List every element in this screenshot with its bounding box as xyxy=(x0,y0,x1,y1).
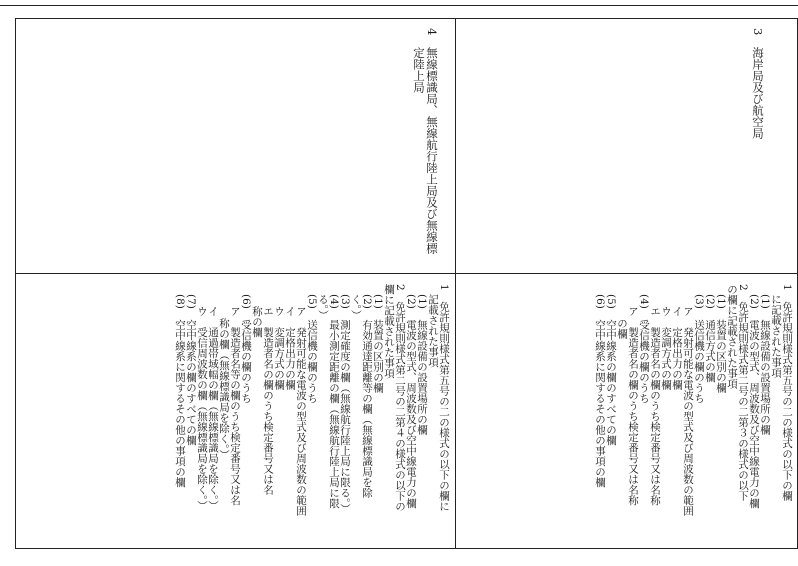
top-border xyxy=(0,5,798,6)
section-4-item-line: (7) 空中線系の欄のすべての欄 xyxy=(185,294,197,446)
section-4-header xyxy=(412,28,438,254)
section-3-item-line: (2) 電波の型式、周波数及び空中線電力の欄 xyxy=(748,294,760,509)
section-4-item-line: 欄に記載された事項 xyxy=(383,284,395,379)
section-3-item-line: (6) 空中線系に関するその他の事項の欄 xyxy=(594,294,606,488)
header-top-border xyxy=(15,18,798,19)
section-4-item-line: (4) 最小測定距離の欄（無線航行陸上局に限 xyxy=(328,294,340,509)
section-4-item-line: 2 免許規則様式第二号の二第４の様式の以下の xyxy=(394,284,406,512)
section-3-item-line: の欄 xyxy=(616,318,628,339)
section-4-item-line: 称の欄（無線標識局を除く。） xyxy=(218,318,230,460)
section-4-item-line: ア 製造者名等の欄のうち検定番号又は名 xyxy=(229,306,241,506)
section-4-title: 無線標識局、無線航行陸上局及び無線標 xyxy=(425,46,439,254)
section-3-item-line: (2) 通信方式の欄 xyxy=(704,294,716,383)
section-3-item-line: エ 製造者名の欄のうち検定番号又は名称 xyxy=(649,306,661,506)
section-4-item-line: (6) 受信機の欄のうち xyxy=(240,294,252,404)
section-4-item-line: ウ 受信周波数の欄（無線標識局を除く。） xyxy=(196,306,208,511)
section-3-item-line: (3) 送信機の欄のうち xyxy=(693,294,705,404)
section-4-item-line: イ 通過帯域幅の欄（無線標識局を除く。） xyxy=(207,306,219,511)
section-3-item-line: イ 定格出力の欄 xyxy=(671,306,683,390)
section-3-item-line: (4) 受信機の欄のうち xyxy=(638,294,650,404)
section-3-title: 海岸局及び航空局 xyxy=(751,46,765,139)
section-3-item-line: の欄に記載された事項 xyxy=(726,284,738,389)
section-3-item-line: ア 発射可能な電波の型式及び周波数の範囲 xyxy=(682,306,694,516)
section-3-item-line: ア 製造者名の欄のうち検定番号又は名称 xyxy=(627,306,639,506)
row-divider xyxy=(15,273,798,274)
section-4-item-line: (2) 電波の型式、周波数及び空中線電力の欄 xyxy=(405,294,417,509)
section-4-item-line: ア 発射可能な電波の型式及び周波数の範囲 xyxy=(295,306,307,516)
section-4-item-line: (8) 空中線系に関するその他の事項の欄 xyxy=(174,294,186,488)
section-3-item-line: 1 免許規則様式第五号の二の様式の以下の欄 xyxy=(781,284,793,501)
section-4-item-line: (2) 有効通達距離等の欄（無線標識局を除 xyxy=(361,294,373,498)
section-3-item-line: (5) 空中線系の欄のすべての欄 xyxy=(605,294,617,446)
section-4-items xyxy=(24,284,449,544)
section-4-item-line: る。） xyxy=(317,294,329,321)
section-4-item-line: (5) 送信機の欄のうち xyxy=(306,294,318,404)
section-3-header xyxy=(752,28,763,139)
section-4-item-line: 称の欄 xyxy=(251,306,263,338)
section-4-item-line: エ 製造者名の欄のうち検定番号又は名 xyxy=(262,306,274,495)
section-3-item-line: ウ 変調方式の欄 xyxy=(660,306,672,390)
section-3-item-line: (1) 無線設備の設置場所の欄 xyxy=(759,294,771,435)
section-4-item-line: ウ 変調方式の欄 xyxy=(273,306,285,390)
section-3-items xyxy=(462,284,792,544)
section-4-number: 4 xyxy=(425,28,439,36)
bottom-border xyxy=(15,548,798,549)
section-4-item-line: く。） xyxy=(350,294,362,321)
section-3-item-line: 2 免許規則様式第二号の二第３の様式の以下 xyxy=(737,284,749,501)
outer-left-border xyxy=(15,18,16,548)
section-3-item-line: に記載された事項 xyxy=(770,294,782,378)
section-4-title-cont: 定陸上局 xyxy=(412,47,426,93)
section-4-item-line: (1) 装置の区別の欄 xyxy=(372,294,384,393)
section-4-item-line: 記載された事項 xyxy=(427,294,439,368)
section-4-item-line: 1 免許規則様式第五号の二の様式の以下の欄に xyxy=(438,284,450,512)
section-3-number: 3 xyxy=(751,28,765,36)
section-4-item-line: (3) 測定確度の欄（無線航行陸上局に限る。） xyxy=(339,294,351,514)
section-4-item-line: (1) 無線設備の設置場所の欄 xyxy=(416,294,428,435)
section-3-item-line: (1) 装置の区別の欄 xyxy=(715,294,727,393)
column-divider xyxy=(455,18,456,548)
section-4-item-line: イ 定格出力の欄 xyxy=(284,306,296,390)
